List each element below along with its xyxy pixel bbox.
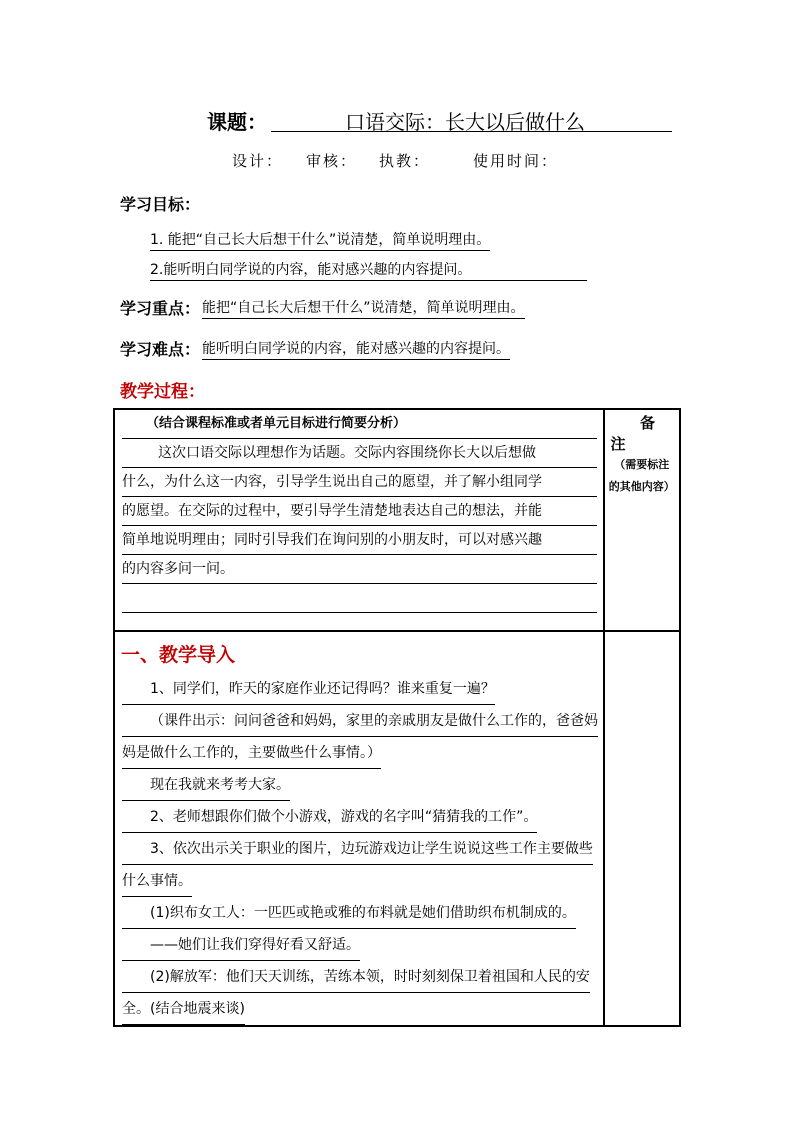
- analysis-line: 的内容多问一问。: [122, 555, 597, 584]
- section1-line: ——她们让我们穿得好看又舒适。: [122, 929, 360, 961]
- meta-review: 审核：: [306, 152, 358, 170]
- section1-line: 2、老师想跟你们做个小游戏，游戏的名字叫“猜猜我的工作”。: [122, 801, 537, 833]
- analysis-line: [122, 584, 597, 613]
- process-heading: 教学过程：: [120, 382, 205, 402]
- section1-cell: [114, 631, 604, 1026]
- section1-lines: [122, 673, 603, 1025]
- section1-line: 妈是做什么工作的，主要做些什么事情。）: [122, 737, 381, 769]
- key-point-text: 能把“自己长大后想干什么”说清楚，简单说明理由。: [202, 297, 525, 319]
- goals-heading: 学习目标：: [120, 195, 201, 214]
- difficulty-text: 能听明白同学说的内容，能对感兴趣的内容提问。: [202, 338, 510, 360]
- section1-line: 1、同学们，昨天的家庭作业还记得吗？谁来重复一遍？: [122, 673, 495, 705]
- goal-item-2: 2.能听明白同学说的内容，能对感兴趣的内容提问。: [150, 259, 587, 281]
- analysis-line: 什么，为什么这一内容，引导学生说出自己的愿望，并了解小组同学: [122, 468, 597, 497]
- goal-item-1: 1. 能把“自己长大后想干什么”说清楚，简单说明理由。: [150, 229, 490, 251]
- section1-line: (2)解放军：他们天天训练，苦练本领，时时刻刻保卫着祖国和人民的安: [122, 961, 590, 993]
- meta-design: 设计：: [232, 152, 284, 170]
- section1-heading: 一、教学导入: [121, 644, 236, 666]
- meta-teach: 执教：: [379, 152, 431, 170]
- analysis-line: 简单地说明理由；同时引导我们在询问别的小朋友时，可以对感兴趣: [122, 526, 597, 555]
- key-point-label: 学习重点：: [120, 299, 201, 318]
- analysis-heading: （结合课程标准或者单元目标进行简要分析）: [122, 410, 597, 439]
- section1-line: 现在我就来考考大家。: [122, 769, 290, 801]
- lesson-title: 口语交际：长大以后做什么: [271, 106, 672, 132]
- analysis-line: 的愿望。在交际的过程中，要引导学生清楚地表达自己的想法，并能: [122, 497, 597, 526]
- section1-notes-cell: [604, 631, 680, 1026]
- notes-sub-a: （需要标注: [614, 458, 670, 471]
- section1-line: (1)织布女工人：一匹匹或艳或雅的布料就是她们借助织布机制成的。: [122, 897, 576, 929]
- analysis-line: 这次口语交际以理想作为话题。交际内容围绕你长大以后想做: [122, 439, 597, 468]
- section1-line: 3、依次出示关于职业的图片，边玩游戏边让学生说说这些工作主要做些: [122, 833, 593, 865]
- analysis-cell: [114, 409, 604, 631]
- title-label: 课题：: [207, 110, 267, 134]
- section1-line: 什么事情。: [122, 865, 192, 897]
- notes-sub-b: 的其他内容）: [608, 480, 675, 493]
- notes-title-a: 备: [639, 414, 655, 432]
- section1-line: （课件出示：问问爸爸和妈妈，家里的亲戚朋友是做什么工作的，爸爸妈: [122, 705, 598, 737]
- lesson-table: [113, 408, 681, 1027]
- difficulty-label: 学习难点：: [120, 340, 201, 359]
- notes-title-b: 注: [610, 435, 626, 453]
- notes-cell: [604, 409, 680, 631]
- section1-line: 全。(结合地震来谈): [122, 993, 245, 1025]
- meta-time: 使用时间：: [473, 152, 559, 170]
